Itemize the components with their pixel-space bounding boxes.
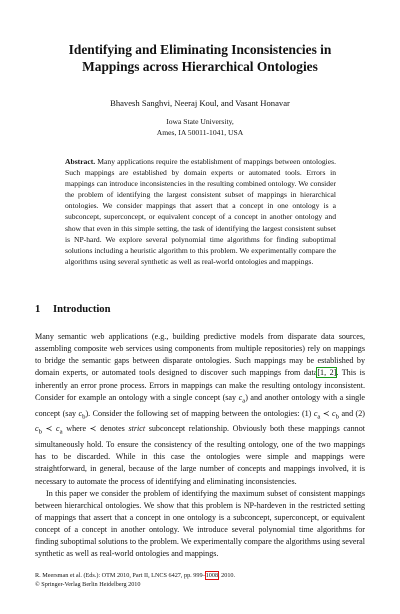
citation-link[interactable]: [1, 2] — [317, 368, 337, 378]
citation-text: R. Meersman et al. (Eds.): OTM 2010, Part II, LNCS 6427, pp. 999– — [35, 572, 206, 579]
concept-symbol: c — [238, 392, 243, 402]
concept-subscript: b — [335, 413, 340, 421]
concept-symbol: c — [332, 408, 336, 418]
concept-symbol: c — [56, 424, 60, 434]
intro-text: ). Consider the following set of mapping between the ontologies: (1) — [85, 408, 314, 418]
title-line-1: Identifying and Eliminating Inconsistencies in — [68, 42, 332, 57]
abstract-label: Abstract. — [65, 157, 96, 166]
relation-symbol: ≺ — [320, 408, 333, 418]
emphasis-strict: strict — [128, 424, 146, 434]
relation-symbol: ≺ — [41, 424, 57, 434]
affiliation-city: Ames, IA 50011-1041, USA — [156, 128, 244, 137]
intro-text: and (2) — [339, 408, 365, 418]
intro-paragraph-2: In this paper we consider the problem of identifying the maximum subset of consistent mappings between hierarchical ontologies. We show that this problem is NP-hardeven in the restricted setting of mappings that assert that a concept in one ontology is a subconcept, superconcept, or equivalent concept of a concept in another ontology. We introduce several polynomial time algorithms for finding suboptimal solutions to the problem. We experimentally compare the algorithms using several synthetic as well as real-world ontologies and mappings. — [35, 488, 365, 559]
introduction-body — [35, 331, 365, 561]
paper-title — [20, 41, 380, 75]
intro-text: subconcept relationship. Obviously both these mappings cannot simultaneously hold. To ensure the consistency of the resulting ontology, one of the two mappings has to be discarded. While in this case the ontologies were simple and mappings were straightforward, in general, because of the large number of concepts and mappings involved, it is necessary to automate the process of identifying and eliminating inconsistencies. — [35, 424, 365, 486]
concept-symbol: c — [35, 424, 39, 434]
section-title: Introduction — [53, 304, 111, 315]
intro-text: Many semantic web applications (e.g., building predictive models from disparate data sources, assembling composite web services using components from multiple repositories) rely on mappings to bridge the semantic gaps between disparate ontologies. Such mappings may be established by domain experts, or automated tools designed to discover such mappings from data — [35, 332, 365, 378]
author-list: Bhavesh Sanghvi, Neeraj Koul, and Vasant Honavar — [110, 98, 290, 108]
citation-line — [35, 571, 365, 580]
intro-text: where ≺ denotes — [62, 424, 129, 434]
abstract-text: Many applications require the establishment of mappings between ontologies. Such mappings are established by domain experts or automated tools. Errors in mappings can introduce inconsistencies in the resulting combined ontology. We consider the problem of identifying the largest consistent subset of mappings in hierarchical ontologies. We consider mappings that assert that a concept in one ontology is a subconcept, superconcept, or equivalent concept of a concept in another ontology and show that even in this simple setting, the task of identifying the largest consistent subset is NP-hard. We explore several polynomial time algorithms for finding suboptimal solutions including a heuristic algorithm to this problem. We experimentally compare the algorithms using several synthetic as well as real-world ontologies and mappings. — [65, 157, 336, 266]
concept-subscript: b — [38, 428, 42, 436]
section-heading — [35, 303, 365, 316]
abstract — [65, 156, 336, 267]
citation-text: , 2010. — [218, 572, 236, 579]
concept-subscript: a — [59, 428, 63, 436]
concept-subscript: a — [317, 413, 321, 421]
title-line-2: Mappings across Hierarchical Ontologies — [82, 59, 318, 74]
page-footer — [35, 571, 365, 589]
affiliation — [20, 116, 380, 138]
concept-subscript: a — [242, 397, 246, 405]
concept-subscript: b — [82, 413, 86, 421]
copyright-line: © Springer-Verlag Berlin Heidelberg 2010 — [35, 581, 141, 588]
intro-text: . This is inherently an error prone process. Errors in mappings can make the resulting ontology inconsistent. Consider for example an ontology with a single concept (say — [35, 368, 365, 402]
intro-paragraph-1 — [35, 331, 365, 488]
concept-symbol: c — [78, 408, 83, 418]
intro-text: ) and another ontology with a single concept (say — [35, 392, 366, 418]
page-range-link[interactable]: 1008 — [205, 572, 219, 579]
section-number: 1 — [35, 304, 41, 315]
concept-symbol: c — [313, 408, 318, 418]
affiliation-institution: Iowa State University, — [166, 117, 234, 126]
